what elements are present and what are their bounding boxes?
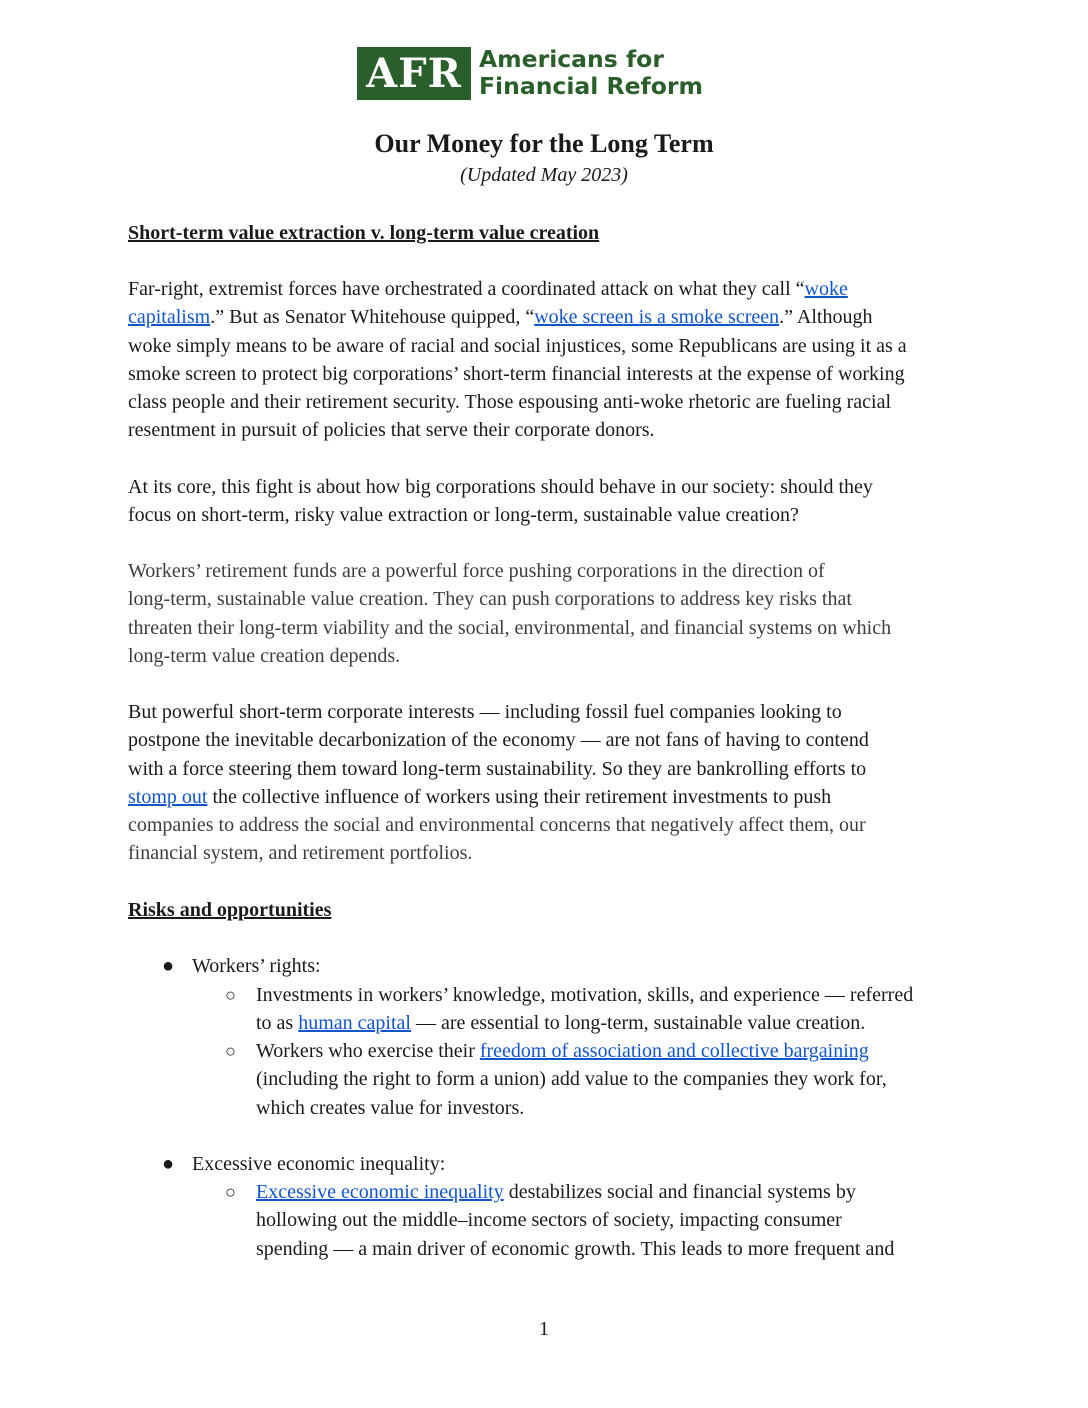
page-number: 1 <box>539 1318 549 1340</box>
afr-logo <box>357 46 703 100</box>
text-line: Investments in workers’ knowledge, motivation, skills, and experience — referred <box>256 984 914 1006</box>
text-line: hollowing out the middle–income sectors of society, impacting consumer <box>256 1209 842 1232</box>
text-line: long-term value creation depends. <box>128 644 401 667</box>
text-line: capitalism.” But as Senator Whitehouse quipped, “woke screen is a smoke screen.” Although <box>128 306 873 329</box>
text-line: Excessive economic inequality destabilizes social and financial systems by <box>256 1181 856 1203</box>
text-line: companies to address the social and environmental concerns that negatively affect them, our <box>128 814 866 837</box>
link-freedom-of-association[interactable]: freedom of association and collective bargaining <box>479 1040 869 1062</box>
paragraph-core-fight <box>128 473 964 530</box>
text-line: Workers who exercise their freedom of association and collective bargaining <box>256 1040 869 1062</box>
text-line: which creates value for investors. <box>256 1096 525 1119</box>
sub-bullet-marker: ○ <box>225 985 236 1005</box>
sub-bullet-collective-bargaining <box>256 1037 966 1122</box>
text-line: focus on short-term, risky value extraction or long-term, sustainable value creation? <box>128 504 799 527</box>
text-line: Far-right, extremist forces have orchestrated a coordinated attack on what they call “woke <box>128 278 848 300</box>
paragraph-corporate-interests <box>128 698 964 868</box>
text-line: threaten their long-term viability and the social, environmental, and financial systems on which <box>128 616 892 639</box>
text-line: class people and their retirement security. Those espousing anti-woke rhetoric are fueling racial <box>128 391 892 414</box>
sub-bullet-marker: ○ <box>225 1182 236 1202</box>
text-line: to as human capital — are essential to long-term, sustainable value creation. <box>256 1012 866 1035</box>
text-line: with a force steering them toward long-term sustainability. So they are bankrolling efforts to <box>128 757 867 780</box>
sub-bullet-marker: ○ <box>225 1041 236 1061</box>
text-line: But powerful short-term corporate interests — including fossil fuel companies looking to <box>128 701 842 723</box>
text-line: (including the right to form a union) add value to the companies they work for, <box>256 1068 887 1091</box>
logo-abbreviation: AFR <box>357 47 471 100</box>
text-line: financial system, and retirement portfolios. <box>128 842 473 865</box>
text-line: long-term, sustainable value creation. They can push corporations to address key risks that <box>128 588 852 611</box>
text-line: postpone the inevitable decarbonization of the economy — are not fans of having to contend <box>128 729 869 752</box>
logo-line-1: Americans for <box>479 45 664 73</box>
link-woke-screen[interactable]: woke screen is a smoke screen <box>534 306 780 329</box>
section-heading-risks: Risks and opportunities <box>128 899 332 921</box>
bullet-marker: ● <box>162 1153 175 1175</box>
paragraph-retirement-funds <box>128 557 964 670</box>
section-heading-value-extraction: Short-term value extraction v. long-term value creation <box>128 222 600 244</box>
link-stomp-out[interactable]: stomp out <box>128 785 208 808</box>
paragraph-woke-capitalism <box>128 275 964 445</box>
link-woke-capitalism-part2[interactable]: capitalism <box>128 306 211 329</box>
text-line: At its core, this fight is about how big corporations should behave in our society: should they <box>128 476 873 498</box>
logo-line-2: Financial Reform <box>479 72 703 100</box>
bullet-economic-inequality: Excessive economic inequality: <box>192 1153 446 1175</box>
text-line: smoke screen to protect big corporations’ short-term financial interests at the expense of working <box>128 362 905 385</box>
text-line: stomp out the collective influence of workers using their retirement investments to push <box>128 785 832 808</box>
link-excessive-economic-inequality[interactable]: Excessive economic inequality <box>256 1181 504 1203</box>
document-title: Our Money for the Long Term <box>374 129 714 158</box>
text-line: resentment in pursuit of policies that serve their corporate donors. <box>128 419 655 442</box>
sub-bullet-human-capital <box>256 981 966 1038</box>
link-woke-capitalism-part1[interactable]: woke <box>804 278 848 300</box>
sub-bullet-inequality-effects <box>256 1178 966 1263</box>
logo-wordmark <box>479 46 703 100</box>
bullet-workers-rights: Workers’ rights: <box>192 955 321 977</box>
text-line: spending — a main driver of economic growth. This leads to more frequent and <box>256 1237 895 1260</box>
text-line: Workers’ retirement funds are a powerful force pushing corporations in the direction of <box>128 560 825 582</box>
document-subtitle: (Updated May 2023) <box>460 164 628 186</box>
link-human-capital[interactable]: human capital <box>298 1012 411 1035</box>
bullet-marker: ● <box>162 955 175 977</box>
text-line: woke simply means to be aware of racial and social injustices, some Republicans are using it as a <box>128 334 907 357</box>
